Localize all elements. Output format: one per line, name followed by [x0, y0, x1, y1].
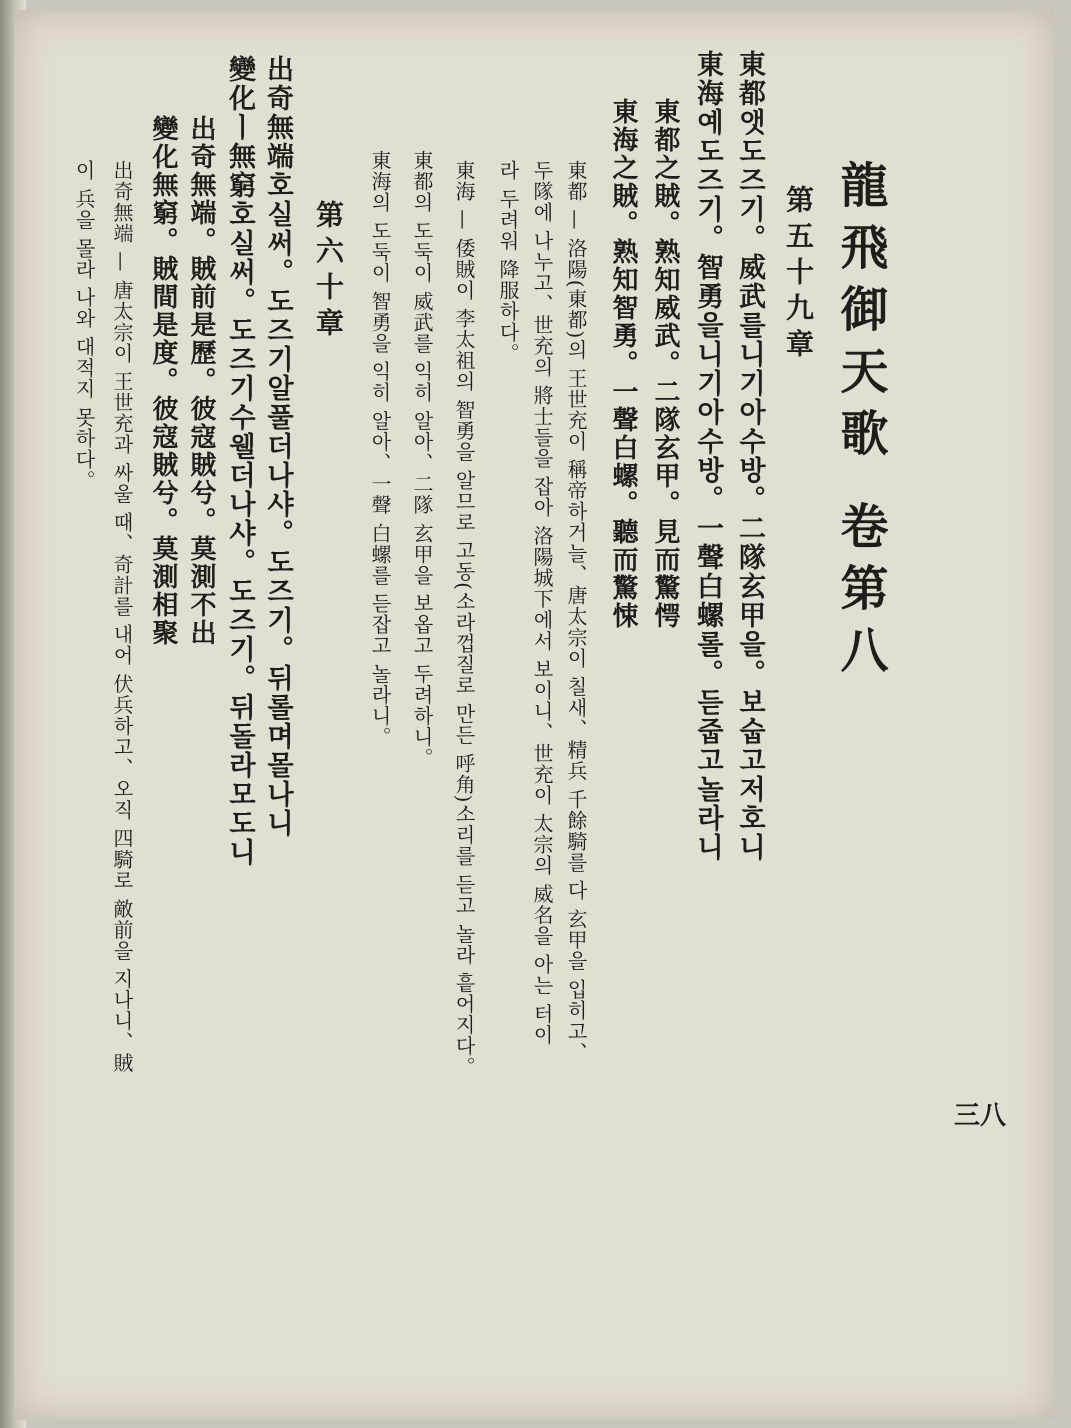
chapter-59-verse-1: 東都앳도즈기。威武를니기아수방。二隊玄甲을。보숩고저호니 — [734, 50, 765, 862]
chapter-60-hanja-2: 變化無窮。賊間是度。彼寇賊兮。莫測相聚 — [148, 115, 178, 647]
chapter-59-commentary-6: 東海의 도둑이 智勇을 익히 알아、一聲 白螺를 듣잡고 놀라니。 — [368, 150, 392, 748]
chapter-59-heading: 第五十九章 — [782, 185, 815, 365]
chapter-59-hanja-2: 東海之賊。熟知智勇。一聲白螺。聽而驚悚 — [608, 98, 638, 630]
book-title: 龍飛御天歌 卷第八 — [832, 160, 888, 687]
chapter-59-verse-2: 東海예도즈기。智勇을니기아수방。一聲白螺롤。듣줍고놀라니 — [692, 50, 723, 862]
book-page — [14, 10, 1054, 1420]
chapter-59-commentary-2: 두隊에 나누고、世充의 將士들을 잡아 洛陽城下에서 보이니、世充이 太宗의 威名을 아는 터이 — [530, 160, 554, 1046]
chapter-59-commentary-3: 라 두려워 降服하다。 — [496, 160, 520, 364]
chapter-60-heading: 第六十章 — [312, 200, 345, 344]
chapter-59-commentary-5: 東都의 도둑이 威武를 익히 알아、二隊 玄甲을 보옵고 두려하니。 — [410, 150, 434, 769]
chapter-60-commentary-2: 이 兵을 몰라 나와 대적지 못하다。 — [72, 160, 96, 491]
chapter-59-commentary-4: 東海 — 倭賊이 李太祖의 智勇을 알므로 고동(소라껍질로 만든 呼角)소리를 듣고 놀라 흩어지다。 — [452, 160, 476, 1078]
page-number: 三八 — [954, 1101, 1007, 1131]
chapter-59-hanja-1: 東都之賊。熟知威武。二隊玄甲。見而驚愕 — [650, 98, 680, 630]
chapter-59-commentary-1: 東都 — 洛陽(東都)의 王世充이 稱帝하거늘、唐太宗이 칠새、精兵 千餘騎를 다 玄甲을 입히고、 — [564, 160, 588, 1063]
chapter-60-commentary-1: 出奇無端 — 唐太宗이 王世充과 싸울 때、奇計를 내어 伏兵하고、오직 四騎로 敵前을 지나니、賊 — [110, 160, 134, 1074]
chapter-60-hanja-1: 出奇無端。賊前是歷。彼寇賊兮。莫測不出 — [186, 115, 216, 647]
chapter-60-verse-1: 出奇無端호실써。도즈기알풀더나샤。도즈기。뒤롤며몰나니 — [262, 55, 293, 838]
chapter-60-verse-2: 變化ㅣ無窮호실써。도즈기수웰더나샤。도즈기。뒤돌라모도니 — [224, 55, 255, 867]
